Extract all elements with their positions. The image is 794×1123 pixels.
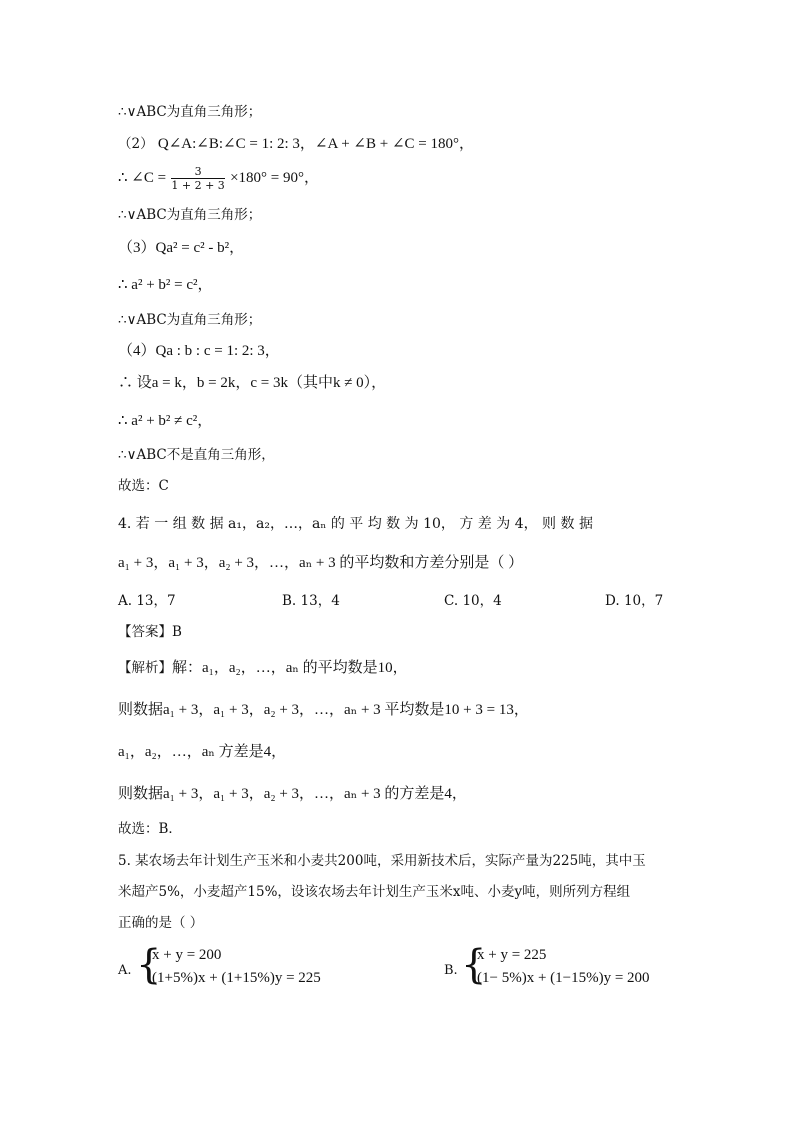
q3-solution-line-8: （4）Qa : b : c = 1: 2: 3， xyxy=(118,343,280,359)
left-brace-icon: { xyxy=(461,942,487,988)
q3-line3-prefix: ∴ ∠C = xyxy=(118,170,167,186)
q4-analysis-line-2: 则数据a₁ + 3，a₁ + 3，a₂ + 3，…，aₙ + 3 平均数是10 + 3 = 13， xyxy=(118,702,529,718)
q4-stem-line-1: 4. 若 一 组 数 据 a₁，a₂，…，aₙ 的 平 均 数 为 10， 方 差 为 4， 则 数 据 xyxy=(118,516,593,532)
q3-solution-line-10: ∴ a² + b² ≠ c²， xyxy=(118,413,213,429)
q5-option-b-label: B. xyxy=(444,963,458,978)
answer-value: B xyxy=(172,624,182,640)
q5-option-a-eq1: x + y = 200 xyxy=(152,947,222,963)
q3-line2-prefix: （2） xyxy=(118,136,154,152)
q3-solution-line-7: ∴∨ABC为直角三角形； xyxy=(118,312,262,328)
q4-analysis-line-5: 故选：B． xyxy=(118,821,182,837)
q5-stem-line-2: 米超产5%，小麦超产15%，设该农场去年计划生产玉米x吨、小麦y吨，则所列方程组 xyxy=(118,884,631,900)
q3-solution-line-5: （3）Qa² = c² - b²， xyxy=(118,240,245,256)
q4-option-c: C. 10，4 xyxy=(444,593,502,609)
q3-solution-line-6: ∴ a² + b² = c²， xyxy=(118,277,213,293)
q4-option-b: B. 13，4 xyxy=(282,593,340,609)
q4-answer-line xyxy=(118,626,182,640)
q3-solution-line-2 xyxy=(118,137,474,152)
q3-solution-line-3 xyxy=(118,166,319,191)
analysis-tag: 【解析】 xyxy=(118,660,172,676)
q4-analysis-line-3: a₁，a₂，…，aₙ 方差是4， xyxy=(118,744,287,760)
q4-analysis-line-1: 【解析】解：a₁，a₂，…，aₙ 的平均数是10， xyxy=(118,660,408,676)
q4-option-a: A. 13，7 xyxy=(118,593,176,609)
q4-option-d: D. 10，7 xyxy=(605,593,664,609)
q3-line3-fraction xyxy=(171,166,224,191)
q4-analysis-line-4: 则数据a₁ + 3，a₁ + 3，a₂ + 3，…，aₙ + 3 的方差是4， xyxy=(118,786,467,802)
left-brace-icon: { xyxy=(136,942,162,988)
q3-solution-line-12: 故选：C xyxy=(118,478,169,494)
q3-line3-suffix: ×180° = 90°， xyxy=(230,170,320,186)
q5-option-b-eq2: (1− 5%)x + (1−15%)y = 200 xyxy=(477,970,650,986)
q5-option-a-label: A. xyxy=(118,963,132,978)
q3-solution-line-4: ∴∨ABC为直角三角形； xyxy=(118,207,262,223)
q5-option-a-eq2: (1+5%)x + (1+15%)y = 225 xyxy=(152,970,321,986)
answer-tag: 【答案】 xyxy=(118,624,172,640)
q3-solution-line-11: ∴∨ABC不是直角三角形， xyxy=(118,447,275,463)
q5-option-b-eq1: x + y = 225 xyxy=(477,947,547,963)
q3-line2-math: Q∠A:∠B:∠C = 1: 2: 3，∠A + ∠B + ∠C = 180°， xyxy=(157,136,474,152)
fraction-denominator: 1 + 2 + 3 xyxy=(171,179,225,192)
q3-solution-line-1: ∴∨ABC为直角三角形； xyxy=(118,104,262,120)
q3-solution-line-9: ∴ 设a = k，b = 2k，c = 3k（其中k ≠ 0）， xyxy=(118,375,387,391)
q5-stem-line-1: 5. 某农场去年计划生产玉米和小麦共200吨，采用新技术后，实际产量为225吨，其中玉 xyxy=(118,853,646,869)
q5-stem-line-3: 正确的是（ ） xyxy=(118,915,204,931)
fraction-numerator: 3 xyxy=(171,166,224,179)
q4-stem-line-2: a₁ + 3，a₁ + 3，a₂ + 3，…，aₙ + 3 的平均数和方差分别是（ ） xyxy=(118,555,524,571)
